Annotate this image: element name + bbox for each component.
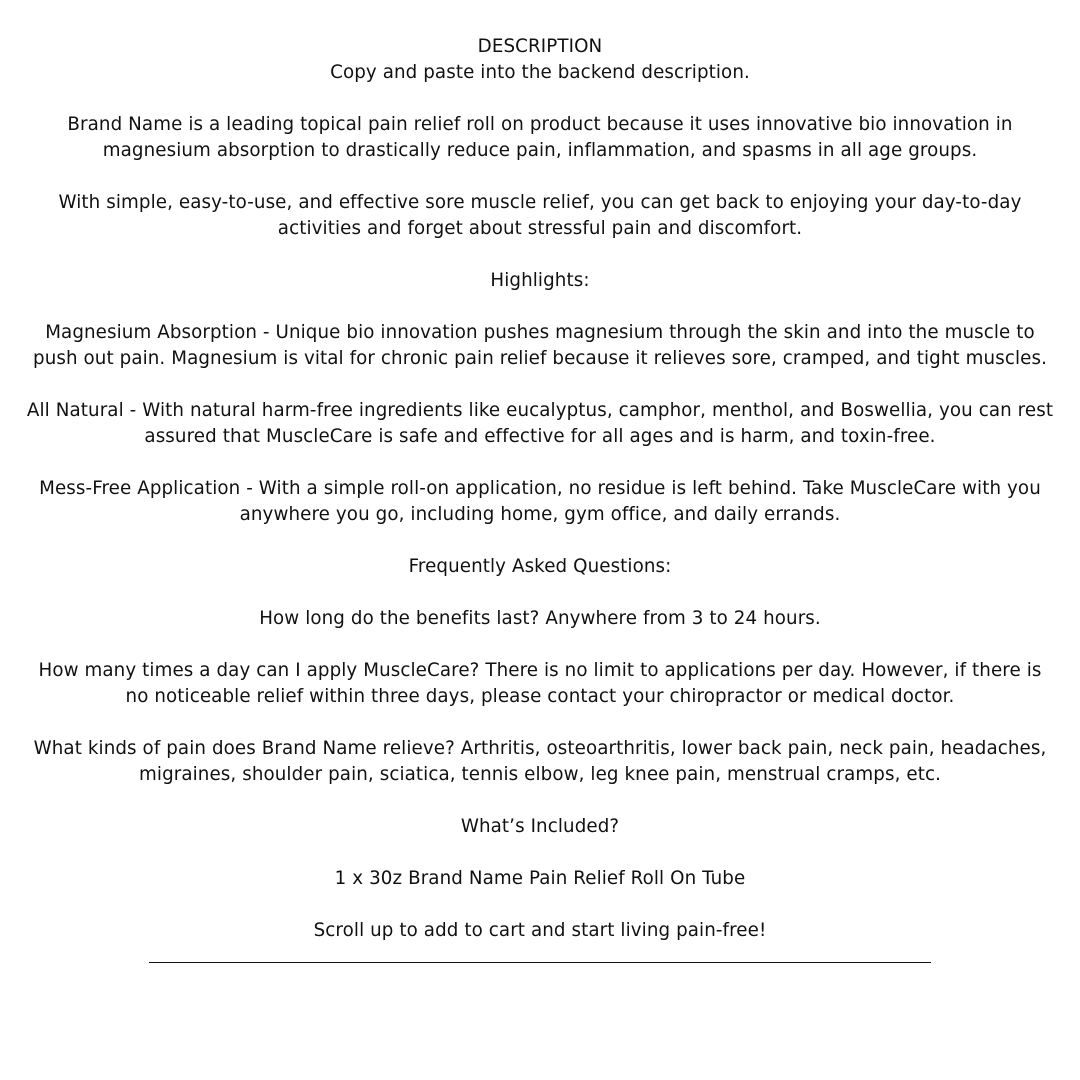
- highlight-line: All Natural - With natural harm-free ingredients like eucalyptus, camphor, menthol, and Boswellia, you can rest: [26, 400, 1054, 421]
- faq-item: [0, 736, 1080, 788]
- paragraph-gap: [0, 528, 1080, 554]
- intro-paragraph: [0, 112, 1080, 164]
- highlight-item: [0, 476, 1080, 528]
- highlight-line: assured that MuscleCare is safe and effective for all ages and is harm, and toxin-free.: [144, 426, 936, 447]
- highlight-item: [0, 398, 1080, 450]
- highlight-line: Magnesium Absorption - Unique bio innovation pushes magnesium through the skin and into the muscle to: [45, 322, 1035, 343]
- faq-line: What kinds of pain does Brand Name relieve? Arthritis, osteoarthritis, lower back pain, neck pain, headaches,: [33, 738, 1047, 759]
- paragraph-gap: [0, 580, 1080, 606]
- intro-line: magnesium absorption to drastically reduce pain, inflammation, and spasms in all age groups.: [102, 140, 978, 161]
- faq-line: How long do the benefits last? Anywhere from 3 to 24 hours.: [259, 608, 821, 629]
- highlight-line: anywhere you go, including home, gym office, and daily errands.: [239, 504, 841, 525]
- intro-line: Brand Name is a leading topical pain relief roll on product because it uses innovative bio innovation in: [67, 114, 1013, 135]
- highlight-line: push out pain. Magnesium is vital for chronic pain relief because it relieves sore, cramped, and tight muscles.: [33, 348, 1047, 369]
- product-description-document: [0, 34, 1080, 944]
- paragraph-gap: [0, 892, 1080, 918]
- faq-line: migraines, shoulder pain, sciatica, tennis elbow, leg knee pain, menstrual cramps, etc.: [139, 764, 941, 785]
- paragraph-gap: [0, 632, 1080, 658]
- benefit-line: activities and forget about stressful pain and discomfort.: [277, 218, 803, 239]
- paragraph-gap: [0, 788, 1080, 814]
- paragraph-gap: [0, 164, 1080, 190]
- highlight-line: Mess-Free Application - With a simple roll-on application, no residue is left behind. Take MuscleCare with you: [39, 478, 1041, 499]
- faq-item: [0, 606, 1080, 632]
- faq-line: no noticeable relief within three days, please contact your chiropractor or medical doctor.: [125, 686, 955, 707]
- paragraph-gap: [0, 450, 1080, 476]
- divider-line: [149, 962, 931, 963]
- paragraph-gap: [0, 294, 1080, 320]
- faq-item: [0, 658, 1080, 710]
- paragraph-gap: [0, 710, 1080, 736]
- highlights-heading: Highlights:: [490, 270, 590, 291]
- call-to-action: Scroll up to add to cart and start living pain-free!: [313, 920, 767, 941]
- benefit-line: With simple, easy-to-use, and effective sore muscle relief, you can get back to enjoying your day-to-day: [58, 192, 1022, 213]
- paragraph-gap: [0, 372, 1080, 398]
- paragraph-gap: [0, 86, 1080, 112]
- faq-heading: Frequently Asked Questions:: [408, 556, 672, 577]
- instruction-text: Copy and paste into the backend description.: [330, 62, 750, 83]
- benefit-paragraph: [0, 190, 1080, 242]
- faq-line: How many times a day can I apply MuscleCare? There is no limit to applications per day. However, if there is: [38, 660, 1042, 681]
- paragraph-gap: [0, 242, 1080, 268]
- page-title: DESCRIPTION: [477, 36, 603, 57]
- highlight-item: [0, 320, 1080, 372]
- included-item: 1 x 30z Brand Name Pain Relief Roll On Tube: [334, 868, 746, 889]
- paragraph-gap: [0, 840, 1080, 866]
- included-heading: What’s Included?: [460, 816, 620, 837]
